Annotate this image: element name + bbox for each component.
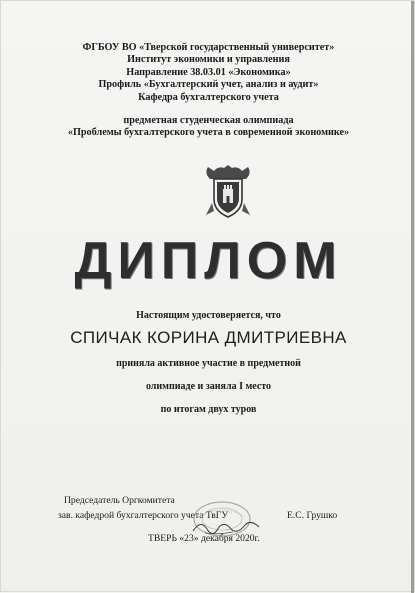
olympiad-name: «Проблемы бухгалтерского учета в современной экономике» — [67, 127, 350, 139]
achievement-line-3: по итогам двух туров — [160, 404, 257, 415]
achievement-line-1: приняла активное участие в предметной — [116, 358, 301, 369]
certify-text: Настоящим удостоверяется, что — [136, 310, 281, 321]
university-name: ФГБОУ ВО «Тверской государственный университет» — [82, 42, 335, 53]
head-of-department-role: зав. кафедрой бухгалтерского учета ТвГУ — [58, 510, 229, 521]
recipient-name: СПИЧАК КОРИНА ДМИТРИЕВНА — [70, 328, 347, 347]
study-direction: Направление 38.03.01 «Экономика» — [126, 66, 291, 78]
olympiad-type: предметная студенческая олимпиада — [123, 115, 294, 126]
place-and-date: ТВЕРЬ «23» декабря 2020г. — [148, 533, 260, 544]
institute-name: Институт экономики и управления — [127, 54, 290, 66]
signatory-name: Е.С. Грушко — [287, 510, 338, 521]
chair-role: Председатель Оргкомитета — [64, 495, 175, 506]
department-name: Кафедра бухгалтерского учета — [138, 91, 279, 103]
study-profile: Профиль «Бухгалтерский учет, анализ и аудит» — [98, 79, 319, 91]
handwritten-signature-icon — [187, 517, 267, 539]
institution-header — [1, 42, 415, 104]
olympiad-title — [1, 115, 415, 140]
diploma-title: ДИПЛОМ — [74, 232, 343, 290]
achievement-line-2: олимпиаде и заняла I место — [145, 381, 272, 392]
university-coat-of-arms-icon — [202, 165, 254, 219]
